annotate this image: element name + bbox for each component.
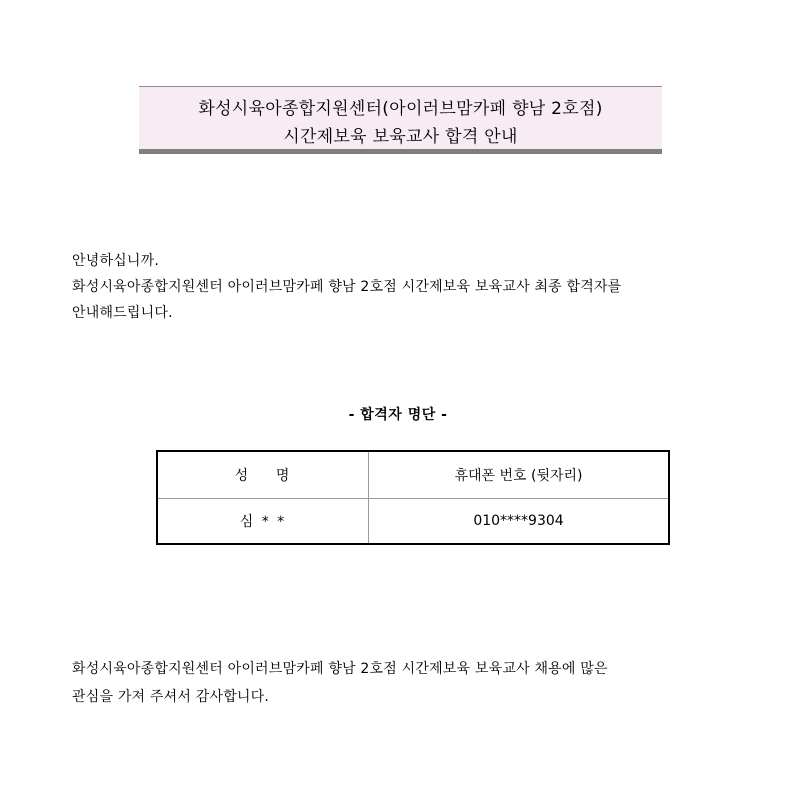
cell-winner-phone: 010****9304 xyxy=(473,512,564,529)
closing-text-line-1: 화성시육아종합지원센터 아이러브맘카페 향남 2호점 시간제보육 보육교사 채용에 많은 xyxy=(72,661,608,677)
document-title-box xyxy=(139,86,662,154)
winner-list-heading: - 합격자 명단 - xyxy=(348,407,448,423)
title-line-1: 화성시육아종합지원센터(아이러브맘카페 향남 2호점) xyxy=(198,99,603,119)
title-line-2: 시간제보육 보육교사 합격 안내 xyxy=(283,127,518,147)
column-header-name xyxy=(157,451,369,498)
closing-text-line-2: 관심을 가져 주셔서 감사합니다. xyxy=(72,689,270,705)
intro-text-line-2: 안내해드립니다. xyxy=(72,305,173,321)
table-row xyxy=(157,498,669,544)
cell-winner-name xyxy=(157,498,369,544)
winner-table xyxy=(156,450,670,545)
table-header-row xyxy=(157,451,669,498)
cell-winner-name-text: 심 * * xyxy=(239,513,287,530)
intro-text-line-1: 화성시육아종합지원센터 아이러브맘카페 향남 2호점 시간제보육 보육교사 최종 합격자를 xyxy=(72,279,622,295)
column-header-name-label: 성 명 xyxy=(234,467,292,484)
column-header-phone: 휴대폰 번호 (뒷자리) xyxy=(369,451,670,498)
greeting-text: 안녕하십니까. xyxy=(72,253,159,269)
